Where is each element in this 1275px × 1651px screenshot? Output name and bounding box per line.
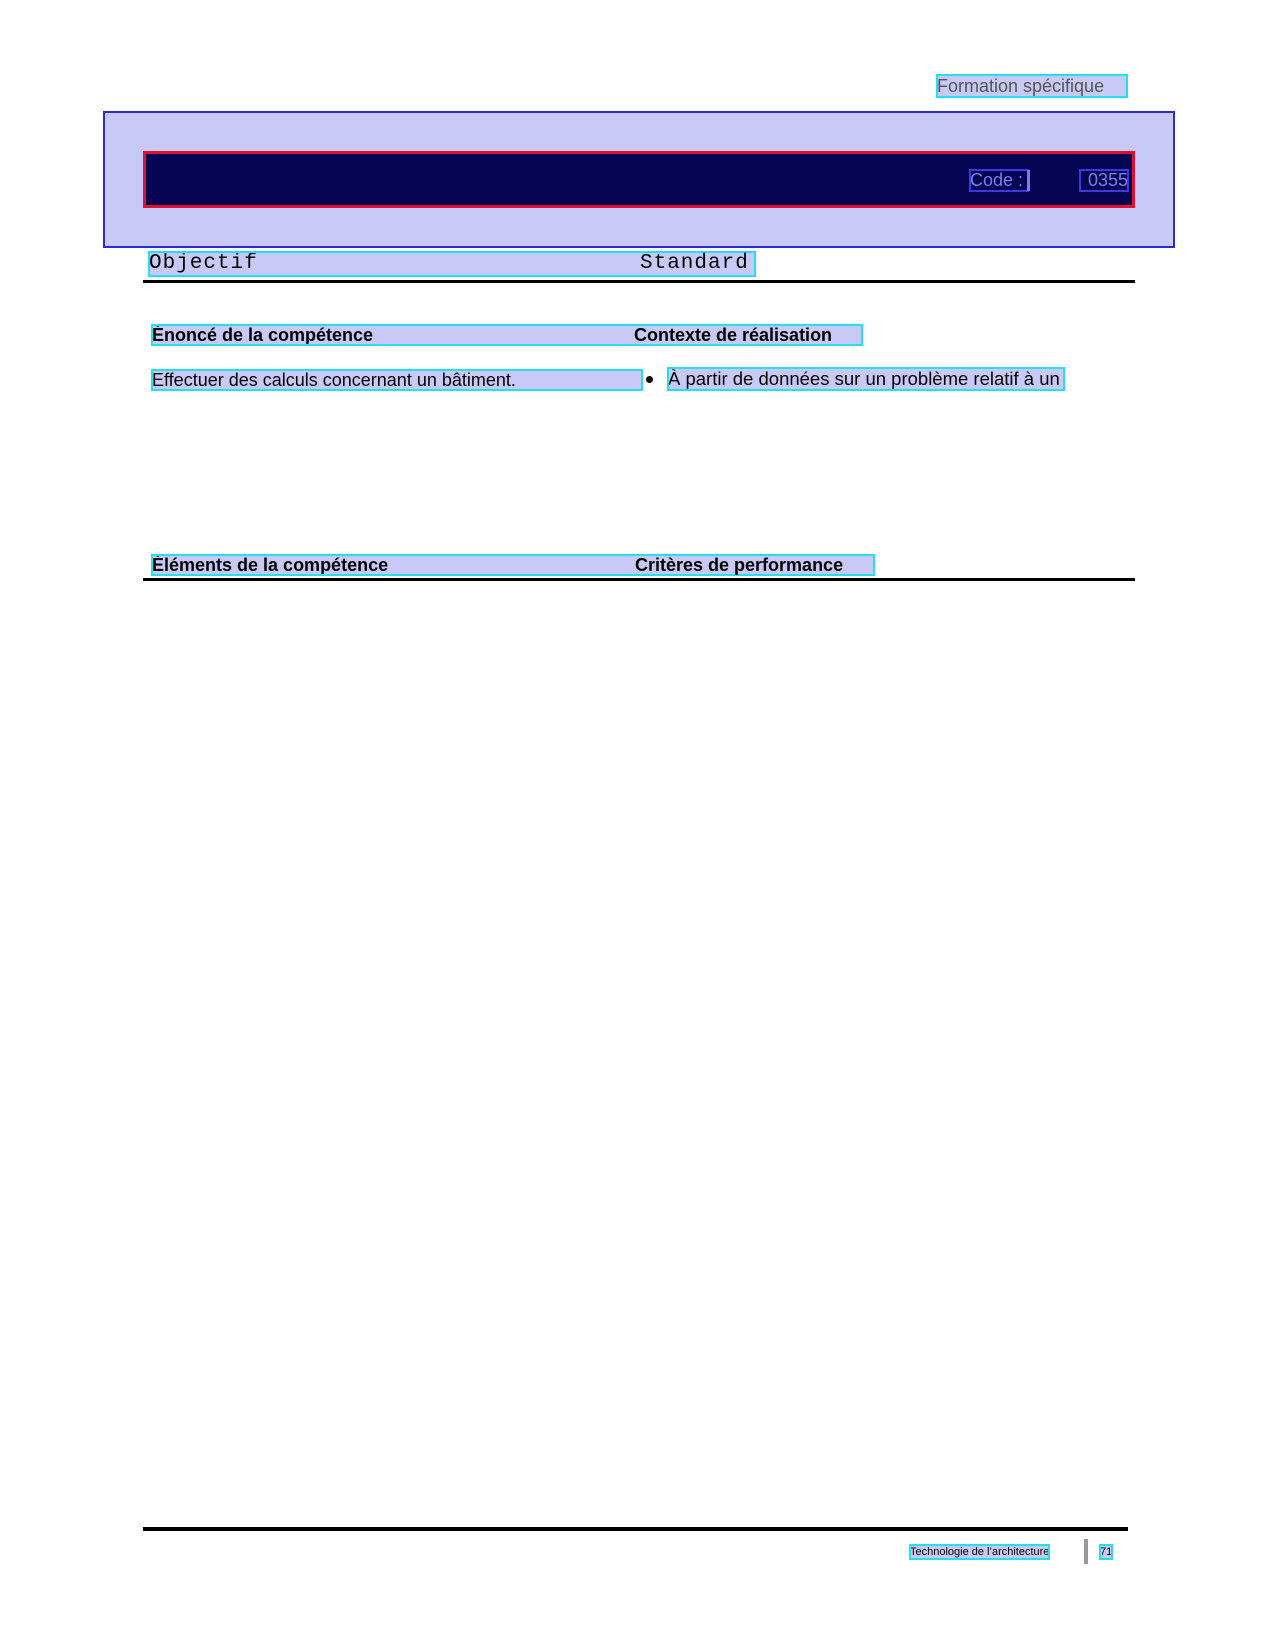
program-label: Formation spécifique [937,75,1127,97]
code-label: Code : [970,170,1028,191]
footer-title: Technologie de l’architecture [910,1546,1050,1558]
context-heading: Contexte de réalisation [634,325,833,345]
footer-divider [143,1527,1128,1531]
page-number: 71 [1100,1546,1113,1558]
objective-row [149,252,755,276]
bullet-icon [644,374,654,384]
objective-label: Objectif [149,252,258,275]
context-line: À partir de données sur un problème relatif à un [668,368,1064,390]
elements-heading: Éléments de la compétence [152,555,389,575]
code-value: 0355 [1080,170,1128,191]
statement-heading-row [152,325,862,345]
criteria-heading: Critères de performance [635,555,844,575]
code-separator [1027,170,1030,191]
standard-label: Standard [640,252,749,275]
footer-separator [1084,1539,1088,1564]
competence-statement: Effectuer des calculs concernant un bâtiment. [152,370,642,390]
statement-heading: Énoncé de la compétence [152,325,374,345]
elements-heading-row [152,555,874,575]
objective-divider [143,280,1135,283]
elements-divider [143,578,1135,581]
